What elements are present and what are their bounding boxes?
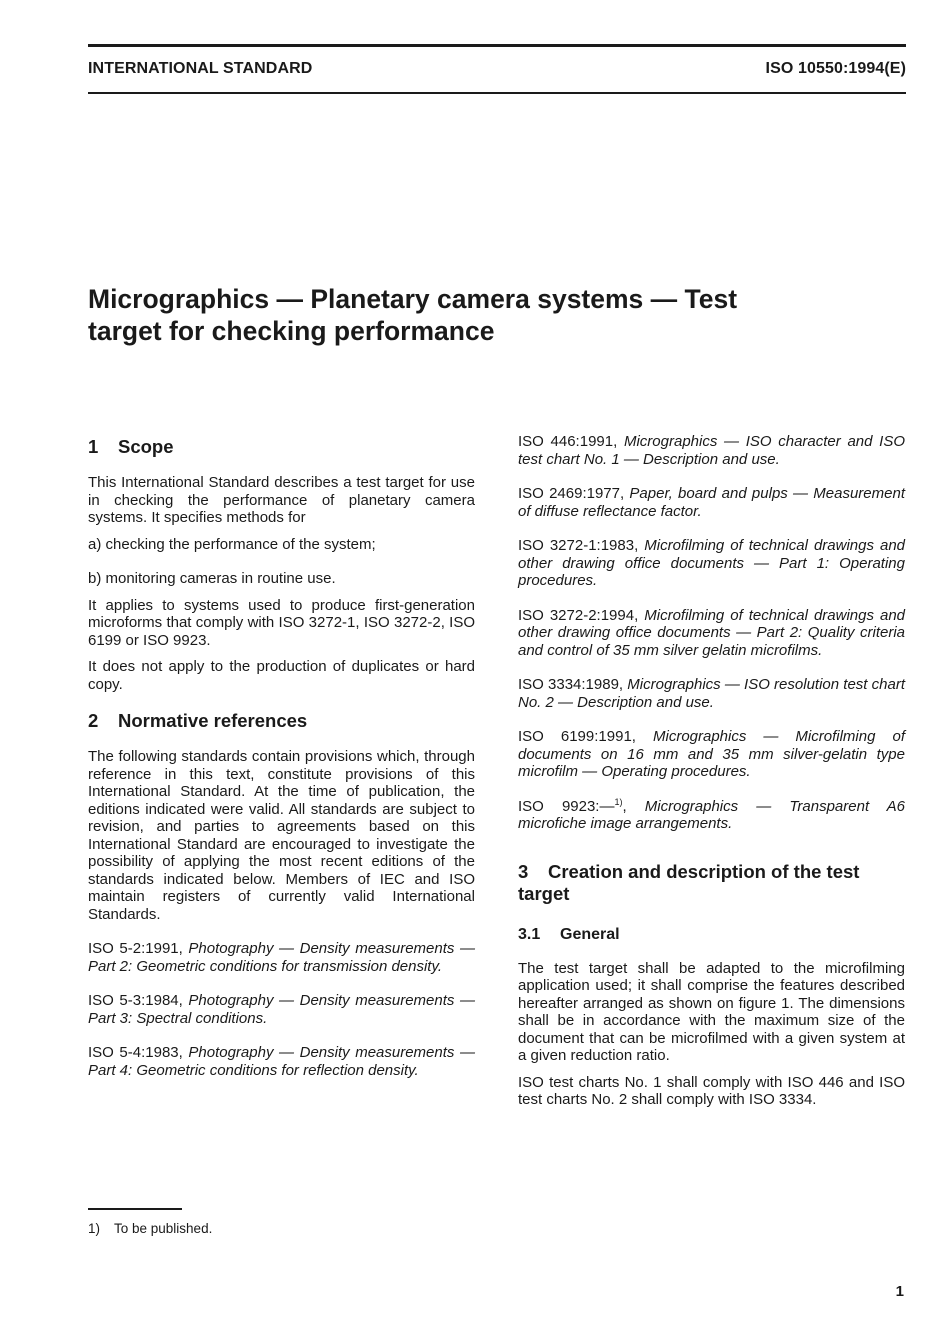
reference-code: ISO 5-4:1983, bbox=[88, 1044, 183, 1061]
reference-code: ISO 9923:— bbox=[518, 797, 615, 815]
scope-applies-paragraph: It applies to systems used to produce first-generation microforms that comply with ISO 3272-1, ISO 3272-2, ISO 6199 or ISO 9923. bbox=[88, 596, 475, 649]
reference-code: ISO 3272-1:1983, bbox=[518, 537, 639, 554]
scope-item-a: a) checking the performance of the system; bbox=[88, 535, 376, 553]
reference-code: ISO 6199:1991, bbox=[518, 728, 636, 745]
right-column bbox=[518, 433, 905, 1109]
reference-title: Photography — Density measurements — Part 3: Spectral conditions. bbox=[88, 992, 475, 1027]
footnote-mark: 1) bbox=[88, 1221, 101, 1236]
reference-item bbox=[518, 676, 905, 711]
reference-title: Micrographics — ISO character and ISO test chart No. 1 — Description and use. bbox=[518, 433, 906, 468]
section-2-heading bbox=[88, 710, 475, 732]
section-1-title: Scope bbox=[118, 436, 174, 457]
reference-title: Microfilming of technical drawings and other drawing office documents — Part 1: Operating procedures. bbox=[518, 537, 905, 589]
reference-title: Microfilming of technical drawings and other drawing office documents — Part 2: Quality criteria and control of 35 mm silver gelatin microfilms. bbox=[518, 606, 905, 659]
section-1-number: 1 bbox=[88, 436, 99, 457]
footnote bbox=[88, 1221, 212, 1236]
footnote-rule bbox=[88, 1208, 182, 1210]
section-3-title: Creation and description of the test target bbox=[518, 860, 860, 904]
subsection-3-1-heading bbox=[518, 925, 905, 945]
test-charts-paragraph: ISO test charts No. 1 shall comply with ISO 446 and ISO test charts No. 2 shall comply with ISO 3334. bbox=[518, 1073, 905, 1108]
reference-title: Paper, board and pulps — Measurement of diffuse reflectance factor. bbox=[518, 485, 905, 520]
left-column bbox=[88, 433, 475, 1079]
general-paragraph: The test target shall be adapted to the microfilming application used; it shall comprise the features described hereafter arranged as shown on figure 1. The dimensions shall be in accordance with the maximum size of the document that can be microfilmed with a given system at a given reduction ratio. bbox=[518, 959, 905, 1064]
reference-code: ISO 446:1991, bbox=[518, 433, 618, 450]
reference-code: ISO 3272-2:1994, bbox=[518, 606, 639, 624]
reference-item bbox=[518, 607, 905, 660]
section-2-number: 2 bbox=[88, 710, 99, 731]
title-line-2: target for checking performance bbox=[88, 316, 495, 346]
reference-title: Photography — Density measurements — Part 2: Geometric conditions for transmission density. bbox=[88, 940, 475, 975]
reference-code-suffix: , bbox=[622, 797, 627, 815]
reference-item bbox=[518, 537, 905, 590]
header-rule bbox=[88, 92, 906, 94]
header-standard-number: ISO 10550:1994(E) bbox=[765, 60, 906, 77]
subsection-3-1-title: General bbox=[560, 925, 620, 943]
references-intro: The following standards contain provisions which, through reference in this text, constitute provisions of this International Standard. At the time of publication, the editions indicated were valid. All standards are subject to revision, and parties to agreements based on this International Standard are encouraged to investigate the possibility of applying the most recent editions of the standards indicated below. Members of IEC and ISO maintain registers of currently valid International Standards. bbox=[88, 748, 475, 923]
section-2-title: Normative references bbox=[118, 710, 308, 731]
running-header bbox=[88, 60, 906, 82]
section-1-heading bbox=[88, 436, 475, 458]
reference-item bbox=[88, 992, 475, 1027]
reference-item bbox=[518, 485, 905, 520]
title-line-1: Micrographics — Planetary camera systems — Test bbox=[88, 284, 738, 314]
reference-item bbox=[88, 940, 475, 975]
section-3-heading bbox=[518, 861, 905, 905]
reference-code: ISO 3334:1989, bbox=[518, 676, 624, 693]
reference-title: Micrographics — Microfilming of documents on 16 mm and 35 mm silver-gelatin type microfilm — Operating procedures. bbox=[518, 728, 905, 780]
header-standard-type: INTERNATIONAL STANDARD bbox=[88, 60, 313, 77]
scope-exclusion-paragraph: It does not apply to the production of duplicates or hard copy. bbox=[88, 658, 475, 693]
reference-item bbox=[518, 728, 905, 781]
reference-title: Photography — Density measurements — Part 4: Geometric conditions for reflection density. bbox=[88, 1044, 475, 1079]
reference-code: ISO 5-2:1991, bbox=[88, 940, 183, 957]
scope-paragraph: This International Standard describes a test target for use in checking the performance of planetary camera systems. It specifies methods for bbox=[88, 474, 475, 526]
section-3-number: 3 bbox=[518, 860, 529, 882]
reference-code: ISO 5-3:1984, bbox=[88, 992, 183, 1009]
top-rule bbox=[88, 44, 906, 47]
reference-item bbox=[518, 433, 905, 468]
scope-item-b: b) monitoring cameras in routine use. bbox=[88, 570, 336, 587]
footnote-text: To be published. bbox=[114, 1221, 213, 1236]
reference-item bbox=[88, 1044, 475, 1079]
page-title bbox=[88, 283, 908, 347]
footnote-marker: 1) bbox=[614, 796, 623, 807]
reference-item bbox=[518, 798, 905, 833]
page-number: 1 bbox=[895, 1283, 904, 1300]
reference-title: Micrographics — ISO resolution test chart No. 2 — Description and use. bbox=[518, 676, 905, 711]
reference-code: ISO 2469:1977, bbox=[518, 485, 625, 502]
reference-title: Micrographics — Transparent A6 microfiche image arrangements. bbox=[518, 797, 905, 832]
subsection-3-1-number: 3.1 bbox=[518, 925, 541, 943]
